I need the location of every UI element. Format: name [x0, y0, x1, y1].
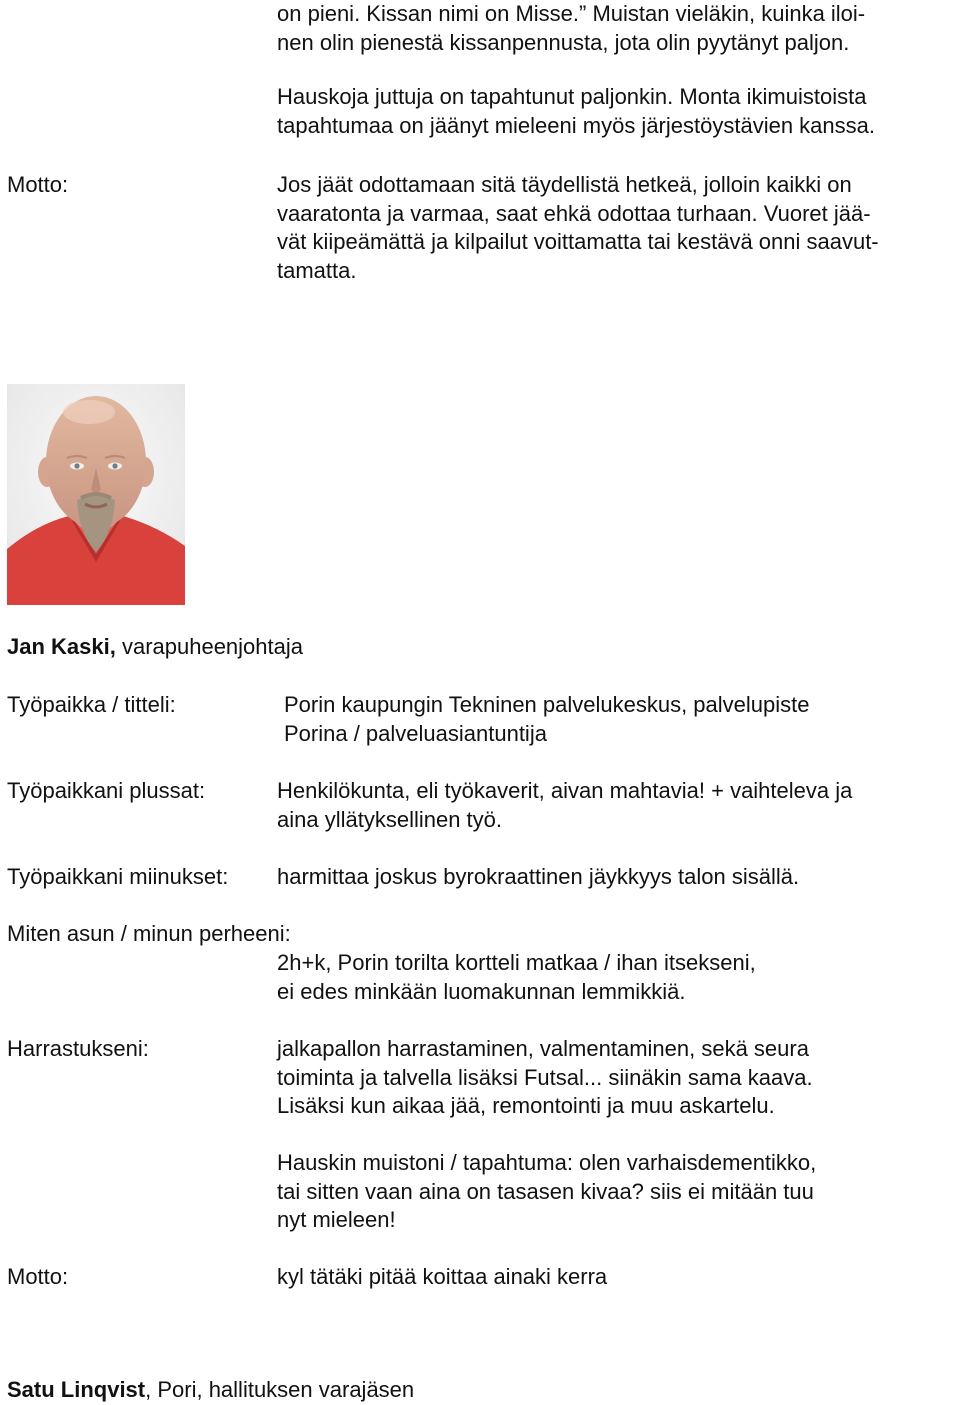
- text-line: on pieni. Kissan nimi on Misse.” Muistan vieläkin, kuinka iloi-: [277, 1, 866, 26]
- text-line: vaaratonta ja varmaa, saat ehkä odottaa turhaan. Vuoret jää-: [277, 200, 871, 226]
- text-line: Hauskin muistoni / tapahtuma: olen varhaisdementikko,: [277, 1150, 817, 1175]
- text-line: Porina / palveluasiantuntija: [284, 720, 547, 746]
- text-line: Lisäksi kun aikaa jää, remontointi ja muu askartelu.: [277, 1093, 775, 1118]
- motto-text: [277, 171, 879, 285]
- text-line: Henkilökunta, eli työkaverit, aivan mahtavia! + vaihteleva ja: [277, 778, 853, 803]
- workplace-minus-text: harmittaa joskus byrokraattinen jäykkyys talon sisällä.: [277, 864, 800, 889]
- hobbies-label: Harrastukseni:: [7, 1036, 149, 1061]
- text-line: tamatta.: [277, 257, 357, 283]
- text-line: nyt mieleen!: [277, 1207, 396, 1232]
- portrait-photo: [7, 384, 185, 605]
- text-line: toiminta ja talvella lisäksi Futsal... siinäkin sama kaava.: [277, 1064, 813, 1090]
- hobbies-text: [277, 1035, 813, 1121]
- text-line: Jos jäät odottamaan sitä täydellistä hetkeä, jolloin kaikki on: [277, 172, 852, 197]
- motto-label: Motto:: [7, 172, 69, 197]
- home-label: Miten asun / minun perheeni:: [7, 921, 291, 946]
- workplace-plus-text: [277, 777, 852, 834]
- text-line: vät kiipeämättä ja kilpailut voittamatta tai kestävä onni saavut-: [277, 229, 879, 254]
- text-line: ei edes minkään luomakunnan lemmikkiä.: [277, 978, 686, 1004]
- person-role: , Pori, hallituksen varajäsen: [145, 1377, 415, 1402]
- text-line: tai sitten vaan aina on tasasen kivaa? siis ei mitään tuu: [277, 1178, 814, 1204]
- workplace-plus-label: Työpaikkani plussat:: [7, 778, 206, 803]
- text-line: Porin kaupungin Tekninen palvelukeskus, palvelupiste: [284, 692, 810, 717]
- motto-label: Motto:: [7, 1264, 69, 1289]
- text-line: tapahtumaa on jäänyt mieleeni myös järjestöystävien kanssa.: [277, 112, 875, 138]
- workplace-text: [284, 691, 810, 748]
- text-line: 2h+k, Porin torilta kortteli matkaa / ihan itsekseni,: [277, 950, 756, 975]
- person-role: varapuheenjohtaja: [115, 634, 303, 659]
- text-line: jalkapallon harrastaminen, valmentaminen, sekä seura: [277, 1036, 809, 1061]
- story-text: [277, 0, 865, 57]
- memory-text: [277, 1149, 816, 1235]
- text-line: nen olin pienestä kissanpennusta, jota olin pyytänyt paljon.: [277, 29, 850, 55]
- story-text: [277, 83, 875, 140]
- motto-text: kyl tätäki pitää koittaa ainaki kerra: [277, 1264, 608, 1289]
- next-profile-heading: [7, 1376, 414, 1405]
- person-name: Satu Linqvist: [7, 1377, 146, 1402]
- workplace-label: Työpaikka / titteli:: [7, 692, 176, 717]
- workplace-minus-label: Työpaikkani miinukset:: [7, 864, 229, 889]
- person-name: Jan Kaski,: [7, 634, 116, 659]
- text-line: Hauskoja juttuja on tapahtunut paljonkin. Monta ikimuistoista: [277, 84, 867, 109]
- home-text: [277, 949, 756, 1006]
- profile-heading: [7, 633, 303, 662]
- text-line: aina yllätyksellinen työ.: [277, 806, 503, 832]
